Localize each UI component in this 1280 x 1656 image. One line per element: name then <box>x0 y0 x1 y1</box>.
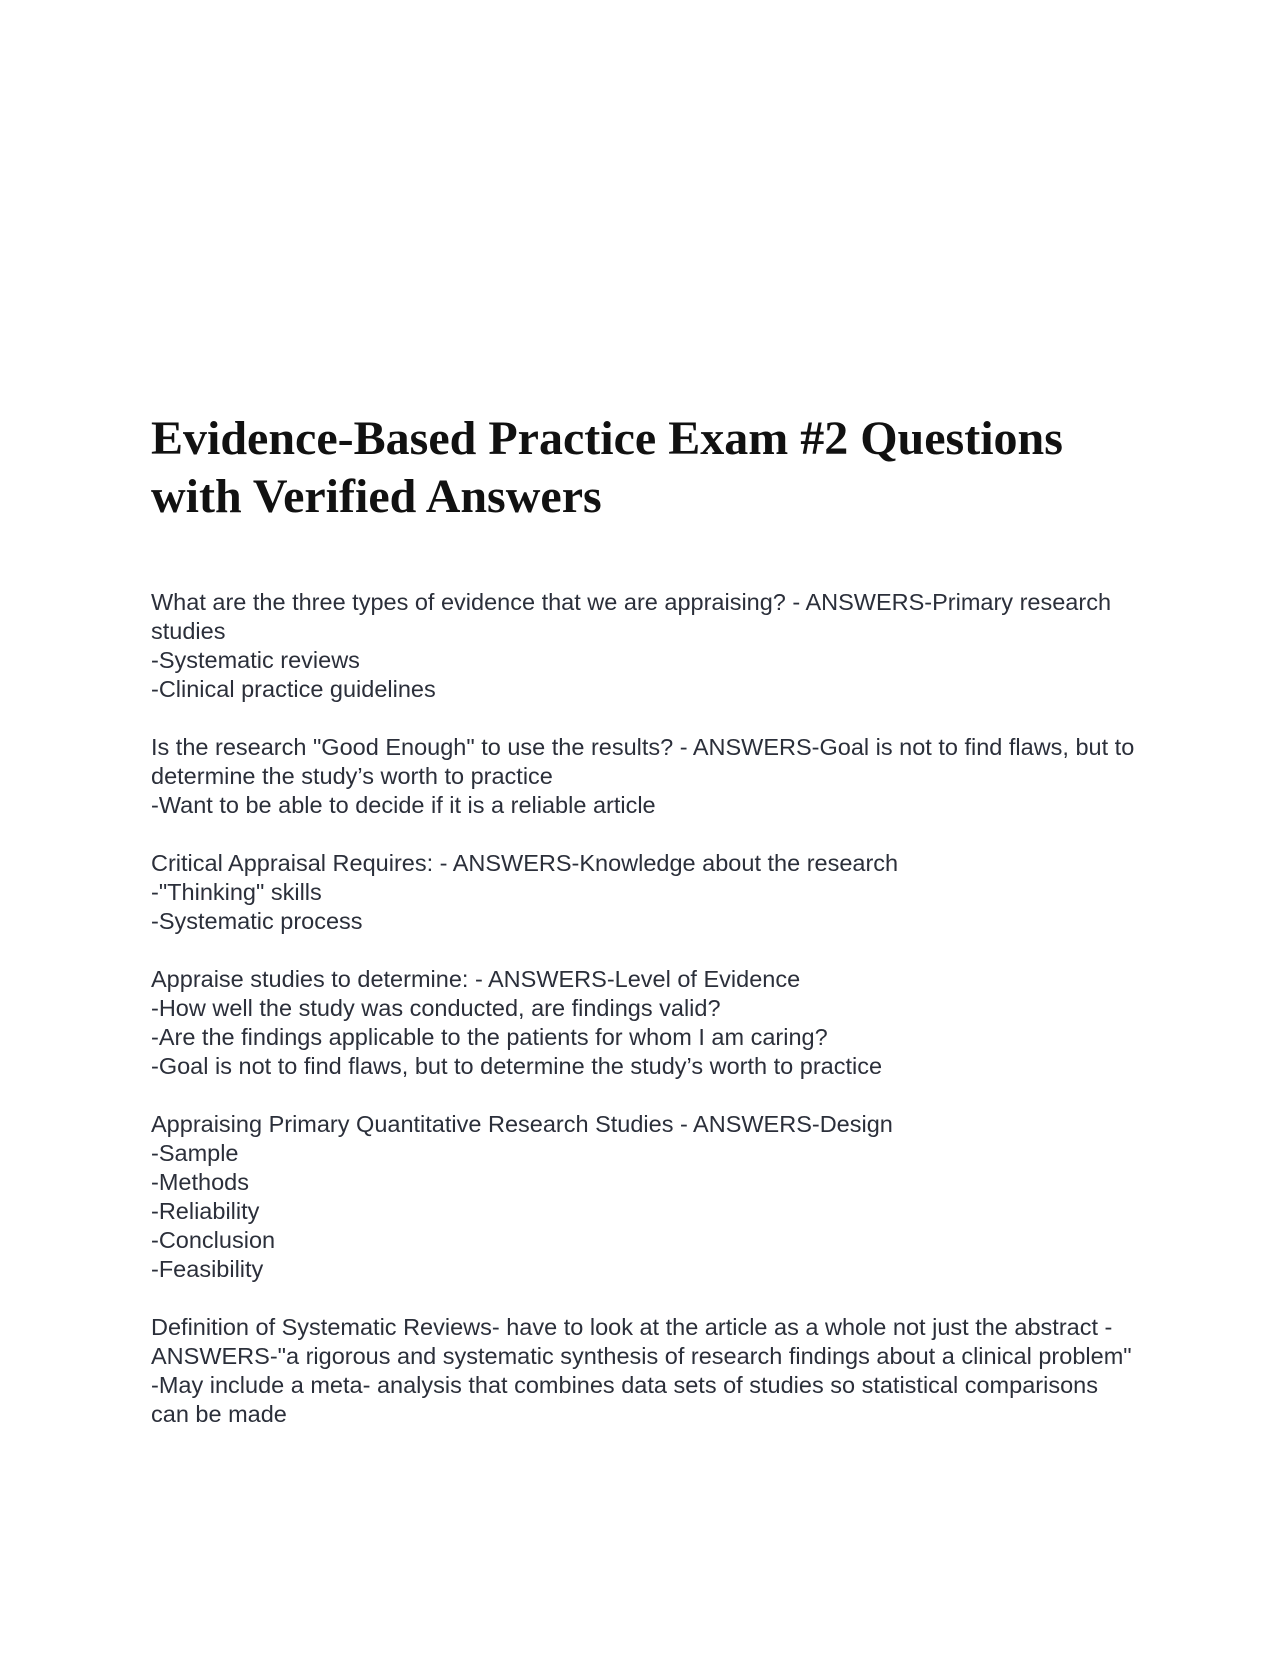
document-title: Evidence-Based Practice Exam #2 Questions with Verified Answers <box>151 412 1063 523</box>
qa-answer-line: -Feasibility <box>151 1256 264 1282</box>
qa-list <box>151 588 1141 1429</box>
qa-answer-line: -Reliability <box>151 1198 260 1224</box>
qa-answer-line: -Systematic reviews <box>151 647 360 673</box>
qa-item <box>151 733 1141 820</box>
qa-question-line: Appraising Primary Quantitative Research Studies - ANSWERS-Design <box>151 1111 893 1137</box>
qa-item <box>151 1313 1141 1429</box>
qa-question-line: Appraise studies to determine: - ANSWERS-Level of Evidence <box>151 966 801 992</box>
qa-answer-line: -Clinical practice guidelines <box>151 676 436 702</box>
qa-answer-line: -Goal is not to find flaws, but to determine the study’s worth to practice <box>151 1053 883 1079</box>
qa-answer-line: -May include a meta- analysis that combines data sets of studies so statistical comparisons can be made <box>151 1372 1098 1427</box>
qa-answer-line: -Methods <box>151 1169 249 1195</box>
qa-item <box>151 849 1141 936</box>
qa-question-line: Is the research "Good Enough" to use the results? - ANSWERS-Goal is not to find flaws, but to determine the study’s worth to practice <box>151 734 1135 789</box>
qa-answer-line: -Want to be able to decide if it is a reliable article <box>151 792 656 818</box>
qa-question-line: Definition of Systematic Reviews- have to look at the article as a whole not just the abstract - ANSWERS-"a rigorous and systematic synthesis of research findings about a clinical problem" <box>151 1314 1132 1369</box>
qa-question-line: What are the three types of evidence that we are appraising? - ANSWERS-Primary research studies <box>151 589 1112 644</box>
qa-answer-line: -How well the study was conducted, are findings valid? <box>151 995 721 1021</box>
qa-item <box>151 1110 1141 1284</box>
qa-answer-line: -Are the findings applicable to the patients for whom I am caring? <box>151 1024 828 1050</box>
qa-question-line: Critical Appraisal Requires: - ANSWERS-Knowledge about the research <box>151 850 899 876</box>
qa-item <box>151 588 1141 704</box>
qa-item <box>151 965 1141 1081</box>
qa-answer-line: -Systematic process <box>151 908 363 934</box>
qa-answer-line: -Sample <box>151 1140 239 1166</box>
qa-answer-line: -Conclusion <box>151 1227 276 1253</box>
qa-answer-line: -"Thinking" skills <box>151 879 322 905</box>
document-content <box>151 410 1141 1458</box>
